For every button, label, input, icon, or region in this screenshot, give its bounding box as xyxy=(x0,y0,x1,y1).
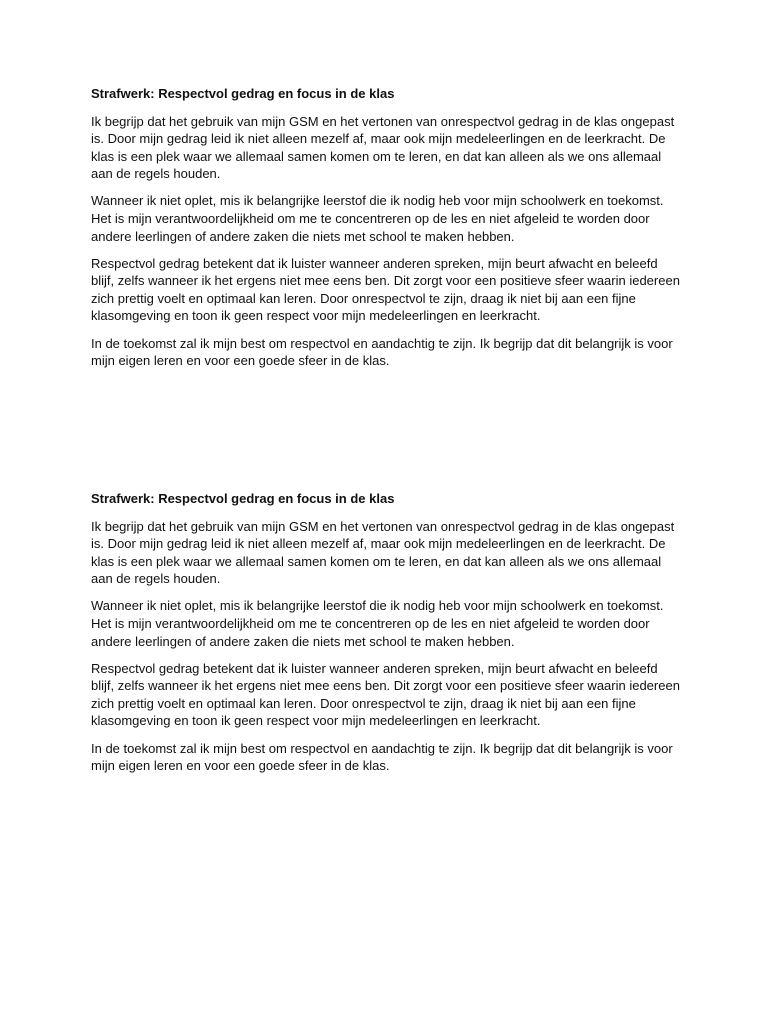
essay-title: Strafwerk: Respectvol gedrag en focus in de klas xyxy=(91,491,395,506)
essay-copy-1 xyxy=(91,85,681,379)
essay-paragraph: Ik begrijp dat het gebruik van mijn GSM en het vertonen van onrespectvol gedrag in de klas ongepast is. Door mijn gedrag leid ik niet alleen mezelf af, maar ook mijn medeleerlingen en de leerkracht. De klas is een plek waar we allemaal samen komen om te leren, en dat kan alleen als we ons allemaal aan de regels houden. xyxy=(91,518,675,587)
essay-paragraph: In de toekomst zal ik mijn best om respectvol en aandachtig te zijn. Ik begrijp dat dit belangrijk is voor mijn eigen leren en voor een goede sfeer in de klas. xyxy=(91,335,673,369)
essay-paragraph: Wanneer ik niet oplet, mis ik belangrijke leerstof die ik nodig heb voor mijn schoolwerk en toekomst. Het is mijn verantwoordelijkheid om me te concentreren op de les en niet afgeleid te worden door andere leerlingen of andere zaken die niets met school te maken hebben. xyxy=(91,193,664,244)
essay-paragraph: Ik begrijp dat het gebruik van mijn GSM en het vertonen van onrespectvol gedrag in de klas ongepast is. Door mijn gedrag leid ik niet alleen mezelf af, maar ook mijn medeleerlingen en de leerkracht. De klas is een plek waar we allemaal samen komen om te leren, en dat kan alleen als we ons allemaal aan de regels houden. xyxy=(91,113,675,182)
essay-copy-2 xyxy=(91,490,681,784)
essay-title: Strafwerk: Respectvol gedrag en focus in de klas xyxy=(91,86,395,101)
essay-paragraph: Wanneer ik niet oplet, mis ik belangrijke leerstof die ik nodig heb voor mijn schoolwerk en toekomst. Het is mijn verantwoordelijkheid om me te concentreren op de les en niet afgeleid te worden door andere leerlingen of andere zaken die niets met school te maken hebben. xyxy=(91,598,664,649)
essay-paragraph: In de toekomst zal ik mijn best om respectvol en aandachtig te zijn. Ik begrijp dat dit belangrijk is voor mijn eigen leren en voor een goede sfeer in de klas. xyxy=(91,740,673,774)
essay-paragraph: Respectvol gedrag betekent dat ik luister wanneer anderen spreken, mijn beurt afwacht en beleefd blijf, zelfs wanneer ik het ergens niet mee eens ben. Dit zorgt voor een positieve sfeer waarin iedereen zich prettig voelt en optimaal kan leren. Door onrespectvol te zijn, draag ik niet bij aan een fijne klasomgeving en toon ik geen respect voor mijn medeleerlingen en leerkracht. xyxy=(91,255,680,324)
essay-paragraph: Respectvol gedrag betekent dat ik luister wanneer anderen spreken, mijn beurt afwacht en beleefd blijf, zelfs wanneer ik het ergens niet mee eens ben. Dit zorgt voor een positieve sfeer waarin iedereen zich prettig voelt en optimaal kan leren. Door onrespectvol te zijn, draag ik niet bij aan een fijne klasomgeving en toon ik geen respect voor mijn medeleerlingen en leerkracht. xyxy=(91,660,680,729)
